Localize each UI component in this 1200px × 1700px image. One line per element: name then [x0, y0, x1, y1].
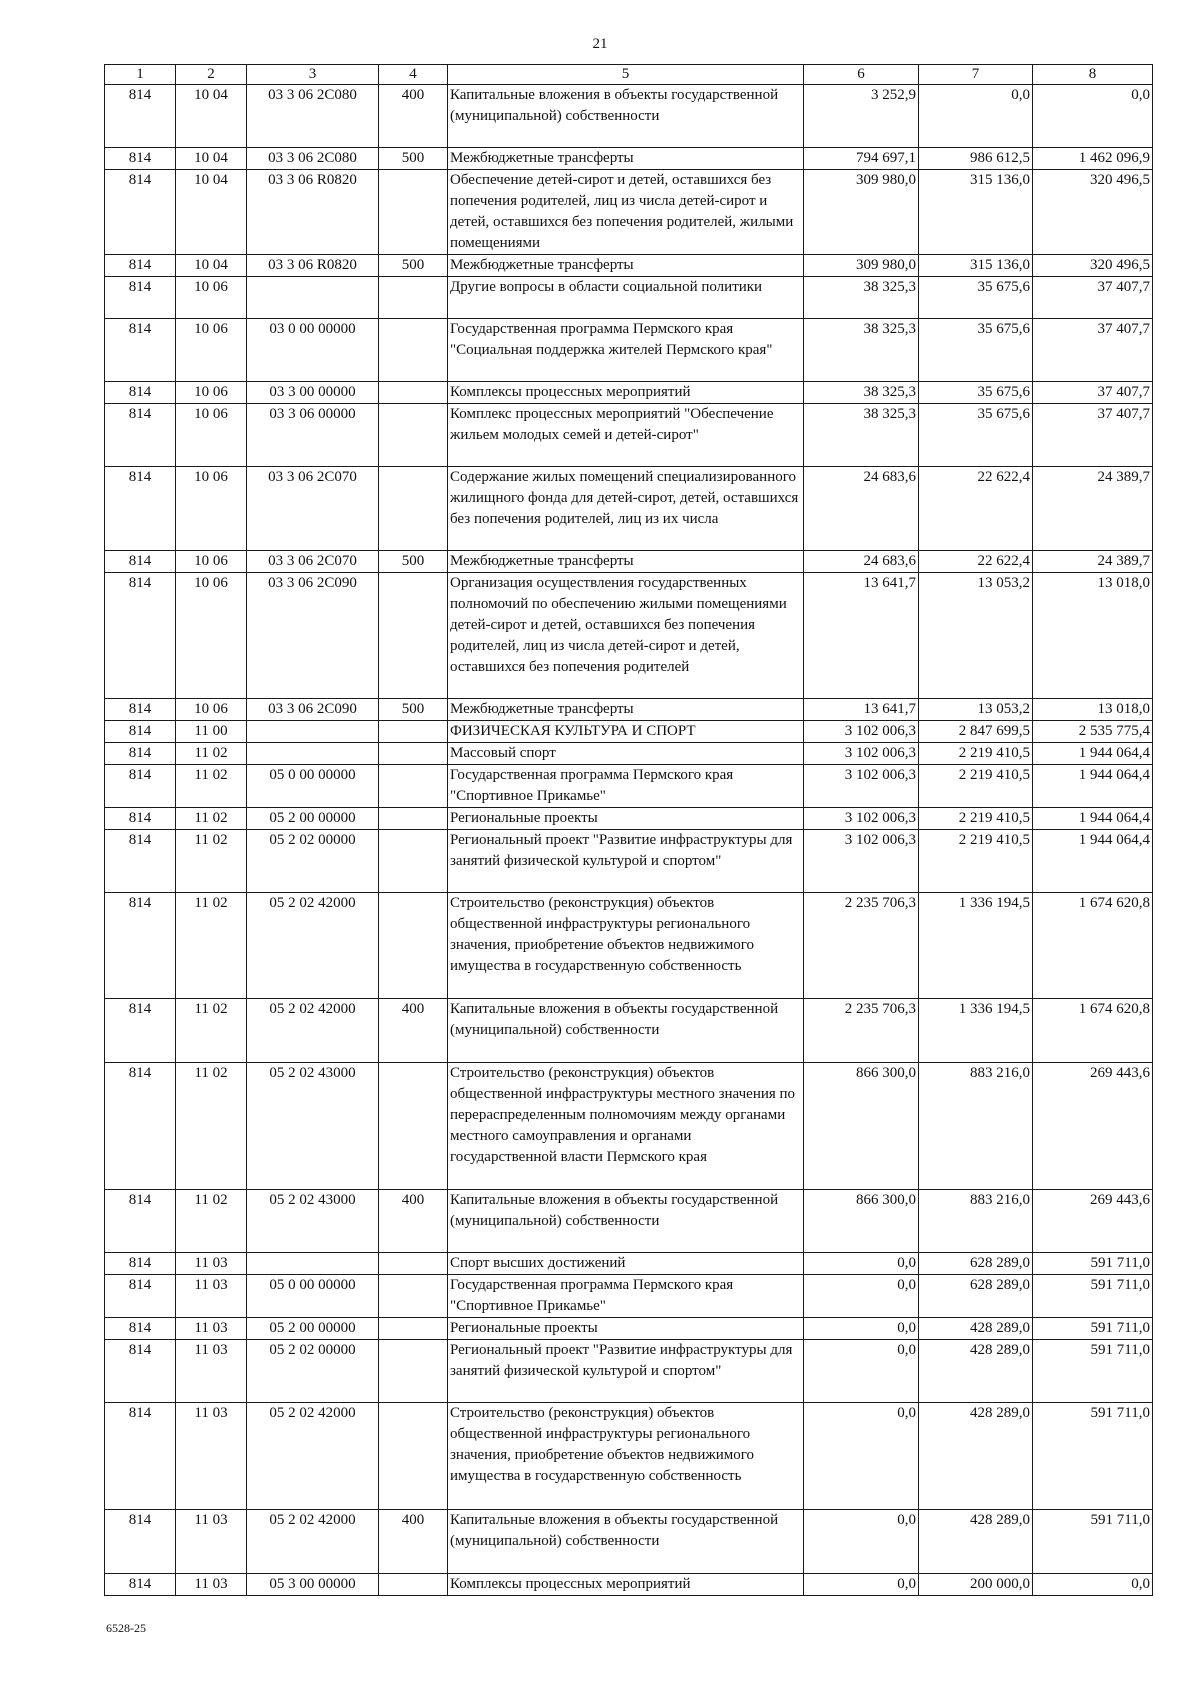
description-cell: ФИЗИЧЕСКАЯ КУЛЬТУРА И СПОРТ	[448, 721, 804, 743]
section-code-cell: 11 03	[176, 1253, 247, 1275]
amount-cell-col8: 591 711,0	[1033, 1253, 1153, 1275]
expense-type-code-cell: 400	[379, 999, 448, 1063]
amount-cell-col6: 0,0	[804, 1340, 919, 1403]
target-item-code-cell: 05 2 02 42000	[247, 1403, 379, 1510]
section-code-cell: 10 04	[176, 255, 247, 277]
target-item-code-cell: 03 3 06 2С070	[247, 551, 379, 573]
description-cell: Межбюджетные трансферты	[448, 551, 804, 573]
description-cell: Строительство (реконструкция) объектов общественной инфраструктуры местного значения по перераспределенным полномочиям между органами местного самоуправления и органами государственной власти Пермского края	[448, 1063, 804, 1190]
amount-cell-col6: 13 641,7	[804, 699, 919, 721]
expense-type-code-cell	[379, 830, 448, 893]
expense-type-code-cell: 400	[379, 1510, 448, 1574]
expense-type-code-cell	[379, 277, 448, 319]
target-item-code-cell: 03 3 06 2С080	[247, 85, 379, 148]
amount-cell-col6: 0,0	[804, 1510, 919, 1574]
expense-type-code-cell	[379, 382, 448, 404]
description-cell: Государственная программа Пермского края "Спортивное Прикамье"	[448, 1275, 804, 1318]
table-row	[105, 573, 1153, 699]
amount-cell-col8: 591 711,0	[1033, 1403, 1153, 1510]
amount-cell-col8: 1 944 064,4	[1033, 765, 1153, 808]
table-row	[105, 467, 1153, 551]
table-row	[105, 893, 1153, 999]
ministry-code-cell: 814	[105, 382, 176, 404]
amount-cell-col6: 0,0	[804, 1318, 919, 1340]
table-row	[105, 1403, 1153, 1510]
amount-cell-col8: 269 443,6	[1033, 1190, 1153, 1253]
expense-type-code-cell	[379, 1403, 448, 1510]
table-row	[105, 382, 1153, 404]
amount-cell-col7: 428 289,0	[919, 1510, 1033, 1574]
description-cell: Региональные проекты	[448, 808, 804, 830]
table-row	[105, 255, 1153, 277]
ministry-code-cell: 814	[105, 893, 176, 999]
amount-cell-col6: 0,0	[804, 1275, 919, 1318]
table-row	[105, 1190, 1153, 1253]
amount-cell-col6: 3 102 006,3	[804, 765, 919, 808]
expense-type-code-cell: 500	[379, 255, 448, 277]
amount-cell-col7: 428 289,0	[919, 1318, 1033, 1340]
target-item-code-cell: 05 2 02 42000	[247, 893, 379, 999]
amount-cell-col6: 38 325,3	[804, 319, 919, 382]
target-item-code-cell	[247, 1253, 379, 1275]
expense-type-code-cell	[379, 1574, 448, 1596]
ministry-code-cell: 814	[105, 999, 176, 1063]
target-item-code-cell: 05 3 00 00000	[247, 1574, 379, 1596]
section-code-cell: 10 06	[176, 699, 247, 721]
expense-type-code-cell	[379, 1253, 448, 1275]
section-code-cell: 11 02	[176, 1190, 247, 1253]
expense-type-code-cell	[379, 1063, 448, 1190]
amount-cell-col6: 866 300,0	[804, 1190, 919, 1253]
table-row	[105, 85, 1153, 148]
section-code-cell: 10 06	[176, 573, 247, 699]
ministry-code-cell: 814	[105, 319, 176, 382]
ministry-code-cell: 814	[105, 277, 176, 319]
expense-type-code-cell	[379, 573, 448, 699]
description-cell: Капитальные вложения в объекты государственной (муниципальной) собственности	[448, 999, 804, 1063]
expense-type-code-cell	[379, 808, 448, 830]
amount-cell-col8: 591 711,0	[1033, 1340, 1153, 1403]
section-code-cell: 11 02	[176, 830, 247, 893]
target-item-code-cell: 03 3 06 00000	[247, 404, 379, 467]
description-cell: Строительство (реконструкция) объектов общественной инфраструктуры регионального значения, приобретение объектов недвижимого имущества в государственную собственность	[448, 893, 804, 999]
table-row	[105, 1275, 1153, 1318]
amount-cell-col8: 37 407,7	[1033, 319, 1153, 382]
target-item-code-cell: 03 3 00 00000	[247, 382, 379, 404]
section-code-cell: 11 03	[176, 1318, 247, 1340]
description-cell: Комплекс процессных мероприятий "Обеспечение жильем молодых семей и детей-сирот"	[448, 404, 804, 467]
ministry-code-cell: 814	[105, 830, 176, 893]
section-code-cell: 10 06	[176, 551, 247, 573]
target-item-code-cell: 03 3 06 2С080	[247, 148, 379, 170]
description-cell: Региональный проект "Развитие инфраструктуры для занятий физической культурой и спортом"	[448, 830, 804, 893]
ministry-code-cell: 814	[105, 170, 176, 255]
table-row	[105, 1063, 1153, 1190]
expense-type-code-cell: 400	[379, 85, 448, 148]
table-row	[105, 1318, 1153, 1340]
description-cell: Государственная программа Пермского края "Социальная поддержка жителей Пермского края"	[448, 319, 804, 382]
ministry-code-cell: 814	[105, 467, 176, 551]
section-code-cell: 11 03	[176, 1574, 247, 1596]
section-code-cell: 10 06	[176, 467, 247, 551]
description-cell: Капитальные вложения в объекты государственной (муниципальной) собственности	[448, 1190, 804, 1253]
amount-cell-col7: 428 289,0	[919, 1340, 1033, 1403]
ministry-code-cell: 814	[105, 808, 176, 830]
amount-cell-col7: 2 219 410,5	[919, 765, 1033, 808]
expense-type-code-cell	[379, 1318, 448, 1340]
amount-cell-col7: 883 216,0	[919, 1190, 1033, 1253]
target-item-code-cell: 05 2 02 00000	[247, 830, 379, 893]
description-cell: Спорт высших достижений	[448, 1253, 804, 1275]
description-cell: Другие вопросы в области социальной политики	[448, 277, 804, 319]
table-row	[105, 551, 1153, 573]
ministry-code-cell: 814	[105, 1574, 176, 1596]
expense-type-code-cell	[379, 765, 448, 808]
amount-cell-col6: 866 300,0	[804, 1063, 919, 1190]
expense-type-code-cell: 500	[379, 551, 448, 573]
amount-cell-col6: 0,0	[804, 1403, 919, 1510]
column-header: 3	[247, 65, 379, 85]
column-header: 1	[105, 65, 176, 85]
section-code-cell: 11 02	[176, 743, 247, 765]
amount-cell-col6: 0,0	[804, 1574, 919, 1596]
table-row	[105, 830, 1153, 893]
amount-cell-col8: 13 018,0	[1033, 573, 1153, 699]
section-code-cell: 10 04	[176, 148, 247, 170]
amount-cell-col8: 1 944 064,4	[1033, 808, 1153, 830]
target-item-code-cell: 05 2 02 43000	[247, 1190, 379, 1253]
amount-cell-col7: 428 289,0	[919, 1403, 1033, 1510]
ministry-code-cell: 814	[105, 1340, 176, 1403]
target-item-code-cell: 03 3 06 2С090	[247, 699, 379, 721]
section-code-cell: 10 06	[176, 404, 247, 467]
amount-cell-col7: 315 136,0	[919, 170, 1033, 255]
section-code-cell: 11 03	[176, 1510, 247, 1574]
amount-cell-col8: 37 407,7	[1033, 382, 1153, 404]
target-item-code-cell: 05 2 02 42000	[247, 1510, 379, 1574]
table-row	[105, 170, 1153, 255]
budget-table	[104, 64, 1153, 1596]
amount-cell-col8: 591 711,0	[1033, 1510, 1153, 1574]
amount-cell-col8: 0,0	[1033, 1574, 1153, 1596]
amount-cell-col7: 2 847 699,5	[919, 721, 1033, 743]
table-row	[105, 765, 1153, 808]
amount-cell-col7: 22 622,4	[919, 467, 1033, 551]
amount-cell-col6: 309 980,0	[804, 255, 919, 277]
amount-cell-col7: 13 053,2	[919, 699, 1033, 721]
ministry-code-cell: 814	[105, 699, 176, 721]
column-header: 8	[1033, 65, 1153, 85]
amount-cell-col7: 1 336 194,5	[919, 893, 1033, 999]
amount-cell-col7: 22 622,4	[919, 551, 1033, 573]
target-item-code-cell	[247, 277, 379, 319]
expense-type-code-cell	[379, 467, 448, 551]
amount-cell-col8: 269 443,6	[1033, 1063, 1153, 1190]
description-cell: Обеспечение детей-сирот и детей, оставшихся без попечения родителей, лиц из числа детей-сирот и детей, оставшихся без попечения родителей, жилыми помещениями	[448, 170, 804, 255]
target-item-code-cell: 05 2 00 00000	[247, 808, 379, 830]
amount-cell-col7: 1 336 194,5	[919, 999, 1033, 1063]
amount-cell-col6: 13 641,7	[804, 573, 919, 699]
expense-type-code-cell	[379, 743, 448, 765]
expense-type-code-cell: 500	[379, 699, 448, 721]
amount-cell-col8: 320 496,5	[1033, 170, 1153, 255]
column-header: 5	[448, 65, 804, 85]
section-code-cell: 10 06	[176, 277, 247, 319]
amount-cell-col6: 2 235 706,3	[804, 999, 919, 1063]
amount-cell-col7: 35 675,6	[919, 382, 1033, 404]
amount-cell-col6: 2 235 706,3	[804, 893, 919, 999]
amount-cell-col6: 24 683,6	[804, 551, 919, 573]
description-cell: Государственная программа Пермского края "Спортивное Прикамье"	[448, 765, 804, 808]
amount-cell-col8: 1 674 620,8	[1033, 893, 1153, 999]
amount-cell-col7: 2 219 410,5	[919, 830, 1033, 893]
amount-cell-col8: 1 944 064,4	[1033, 830, 1153, 893]
ministry-code-cell: 814	[105, 1253, 176, 1275]
table-row	[105, 808, 1153, 830]
amount-cell-col6: 3 102 006,3	[804, 830, 919, 893]
amount-cell-col6: 794 697,1	[804, 148, 919, 170]
description-cell: Межбюджетные трансферты	[448, 699, 804, 721]
amount-cell-col8: 24 389,7	[1033, 467, 1153, 551]
section-code-cell: 10 04	[176, 85, 247, 148]
target-item-code-cell: 05 0 00 00000	[247, 765, 379, 808]
table-body	[105, 85, 1153, 1596]
target-item-code-cell: 05 2 02 00000	[247, 1340, 379, 1403]
table-row	[105, 277, 1153, 319]
table-row	[105, 1574, 1153, 1596]
description-cell: Комплексы процессных мероприятий	[448, 1574, 804, 1596]
table-row	[105, 1510, 1153, 1574]
expense-type-code-cell: 500	[379, 148, 448, 170]
ministry-code-cell: 814	[105, 1318, 176, 1340]
amount-cell-col6: 3 102 006,3	[804, 743, 919, 765]
ministry-code-cell: 814	[105, 404, 176, 467]
amount-cell-col6: 38 325,3	[804, 404, 919, 467]
amount-cell-col8: 2 535 775,4	[1033, 721, 1153, 743]
section-code-cell: 11 02	[176, 1063, 247, 1190]
expense-type-code-cell	[379, 404, 448, 467]
ministry-code-cell: 814	[105, 765, 176, 808]
description-cell: Региональные проекты	[448, 1318, 804, 1340]
ministry-code-cell: 814	[105, 1275, 176, 1318]
target-item-code-cell: 03 3 06 R0820	[247, 170, 379, 255]
target-item-code-cell	[247, 743, 379, 765]
page-number: 21	[592, 36, 608, 52]
section-code-cell: 11 03	[176, 1340, 247, 1403]
column-header: 7	[919, 65, 1033, 85]
description-cell: Капитальные вложения в объекты государственной (муниципальной) собственности	[448, 1510, 804, 1574]
target-item-code-cell: 05 2 00 00000	[247, 1318, 379, 1340]
ministry-code-cell: 814	[105, 573, 176, 699]
section-code-cell: 11 03	[176, 1403, 247, 1510]
expense-type-code-cell	[379, 721, 448, 743]
expense-type-code-cell	[379, 1340, 448, 1403]
amount-cell-col8: 0,0	[1033, 85, 1153, 148]
description-cell: Массовый спорт	[448, 743, 804, 765]
amount-cell-col7: 13 053,2	[919, 573, 1033, 699]
description-cell: Содержание жилых помещений специализированного жилищного фонда для детей-сирот, детей, оставшихся без попечения родителей, лиц из их числа	[448, 467, 804, 551]
document-code: 6528-25	[106, 1621, 146, 1635]
expense-type-code-cell	[379, 893, 448, 999]
expense-type-code-cell	[379, 170, 448, 255]
section-code-cell: 11 02	[176, 999, 247, 1063]
column-header: 6	[804, 65, 919, 85]
amount-cell-col7: 628 289,0	[919, 1253, 1033, 1275]
section-code-cell: 11 02	[176, 893, 247, 999]
description-cell: Строительство (реконструкция) объектов общественной инфраструктуры регионального значения, приобретение объектов недвижимого имущества в государственную собственность	[448, 1403, 804, 1510]
amount-cell-col7: 0,0	[919, 85, 1033, 148]
section-code-cell: 10 04	[176, 170, 247, 255]
table-row	[105, 721, 1153, 743]
amount-cell-col8: 1 674 620,8	[1033, 999, 1153, 1063]
amount-cell-col6: 38 325,3	[804, 382, 919, 404]
table-row	[105, 699, 1153, 721]
target-item-code-cell: 05 0 00 00000	[247, 1275, 379, 1318]
section-code-cell: 11 02	[176, 765, 247, 808]
amount-cell-col8: 591 711,0	[1033, 1275, 1153, 1318]
amount-cell-col8: 1 462 096,9	[1033, 148, 1153, 170]
table-row	[105, 404, 1153, 467]
ministry-code-cell: 814	[105, 721, 176, 743]
ministry-code-cell: 814	[105, 85, 176, 148]
table-row	[105, 1340, 1153, 1403]
amount-cell-col6: 3 102 006,3	[804, 808, 919, 830]
section-code-cell: 11 02	[176, 808, 247, 830]
table-row	[105, 743, 1153, 765]
amount-cell-col8: 37 407,7	[1033, 277, 1153, 319]
ministry-code-cell: 814	[105, 1510, 176, 1574]
amount-cell-col8: 1 944 064,4	[1033, 743, 1153, 765]
section-code-cell: 10 06	[176, 382, 247, 404]
amount-cell-col7: 883 216,0	[919, 1063, 1033, 1190]
table-row	[105, 999, 1153, 1063]
section-code-cell: 10 06	[176, 319, 247, 382]
target-item-code-cell: 03 3 06 2С090	[247, 573, 379, 699]
column-header: 2	[176, 65, 247, 85]
table-row	[105, 319, 1153, 382]
amount-cell-col7: 628 289,0	[919, 1275, 1033, 1318]
amount-cell-col6: 3 102 006,3	[804, 721, 919, 743]
description-cell: Региональный проект "Развитие инфраструктуры для занятий физической культурой и спортом"	[448, 1340, 804, 1403]
target-item-code-cell: 05 2 02 42000	[247, 999, 379, 1063]
target-item-code-cell: 03 0 00 00000	[247, 319, 379, 382]
ministry-code-cell: 814	[105, 551, 176, 573]
ministry-code-cell: 814	[105, 1190, 176, 1253]
amount-cell-col8: 13 018,0	[1033, 699, 1153, 721]
amount-cell-col7: 200 000,0	[919, 1574, 1033, 1596]
amount-cell-col7: 986 612,5	[919, 148, 1033, 170]
amount-cell-col7: 35 675,6	[919, 277, 1033, 319]
ministry-code-cell: 814	[105, 148, 176, 170]
expense-type-code-cell	[379, 1275, 448, 1318]
header-row	[105, 65, 1153, 85]
section-code-cell: 11 03	[176, 1275, 247, 1318]
amount-cell-col7: 35 675,6	[919, 319, 1033, 382]
amount-cell-col6: 3 252,9	[804, 85, 919, 148]
target-item-code-cell: 03 3 06 2С070	[247, 467, 379, 551]
amount-cell-col8: 37 407,7	[1033, 404, 1153, 467]
expense-type-code-cell: 400	[379, 1190, 448, 1253]
description-cell: Комплексы процессных мероприятий	[448, 382, 804, 404]
target-item-code-cell	[247, 721, 379, 743]
amount-cell-col6: 309 980,0	[804, 170, 919, 255]
amount-cell-col6: 24 683,6	[804, 467, 919, 551]
ministry-code-cell: 814	[105, 1063, 176, 1190]
amount-cell-col7: 2 219 410,5	[919, 743, 1033, 765]
description-cell: Межбюджетные трансферты	[448, 255, 804, 277]
section-code-cell: 11 00	[176, 721, 247, 743]
description-cell: Межбюджетные трансферты	[448, 148, 804, 170]
amount-cell-col8: 591 711,0	[1033, 1318, 1153, 1340]
amount-cell-col7: 2 219 410,5	[919, 808, 1033, 830]
column-header: 4	[379, 65, 448, 85]
description-cell: Организация осуществления государственных полномочий по обеспечению жилыми помещениями детей-сирот и детей, оставшихся без попечения родителей, лиц из числа детей-сирот и детей, оставшихся без попечения родителей	[448, 573, 804, 699]
amount-cell-col8: 320 496,5	[1033, 255, 1153, 277]
amount-cell-col8: 24 389,7	[1033, 551, 1153, 573]
amount-cell-col7: 315 136,0	[919, 255, 1033, 277]
expense-type-code-cell	[379, 319, 448, 382]
ministry-code-cell: 814	[105, 1403, 176, 1510]
amount-cell-col7: 35 675,6	[919, 404, 1033, 467]
amount-cell-col6: 38 325,3	[804, 277, 919, 319]
ministry-code-cell: 814	[105, 255, 176, 277]
ministry-code-cell: 814	[105, 743, 176, 765]
table-row	[105, 1253, 1153, 1275]
target-item-code-cell: 05 2 02 43000	[247, 1063, 379, 1190]
amount-cell-col6: 0,0	[804, 1253, 919, 1275]
description-cell: Капитальные вложения в объекты государственной (муниципальной) собственности	[448, 85, 804, 148]
table-row	[105, 148, 1153, 170]
target-item-code-cell: 03 3 06 R0820	[247, 255, 379, 277]
